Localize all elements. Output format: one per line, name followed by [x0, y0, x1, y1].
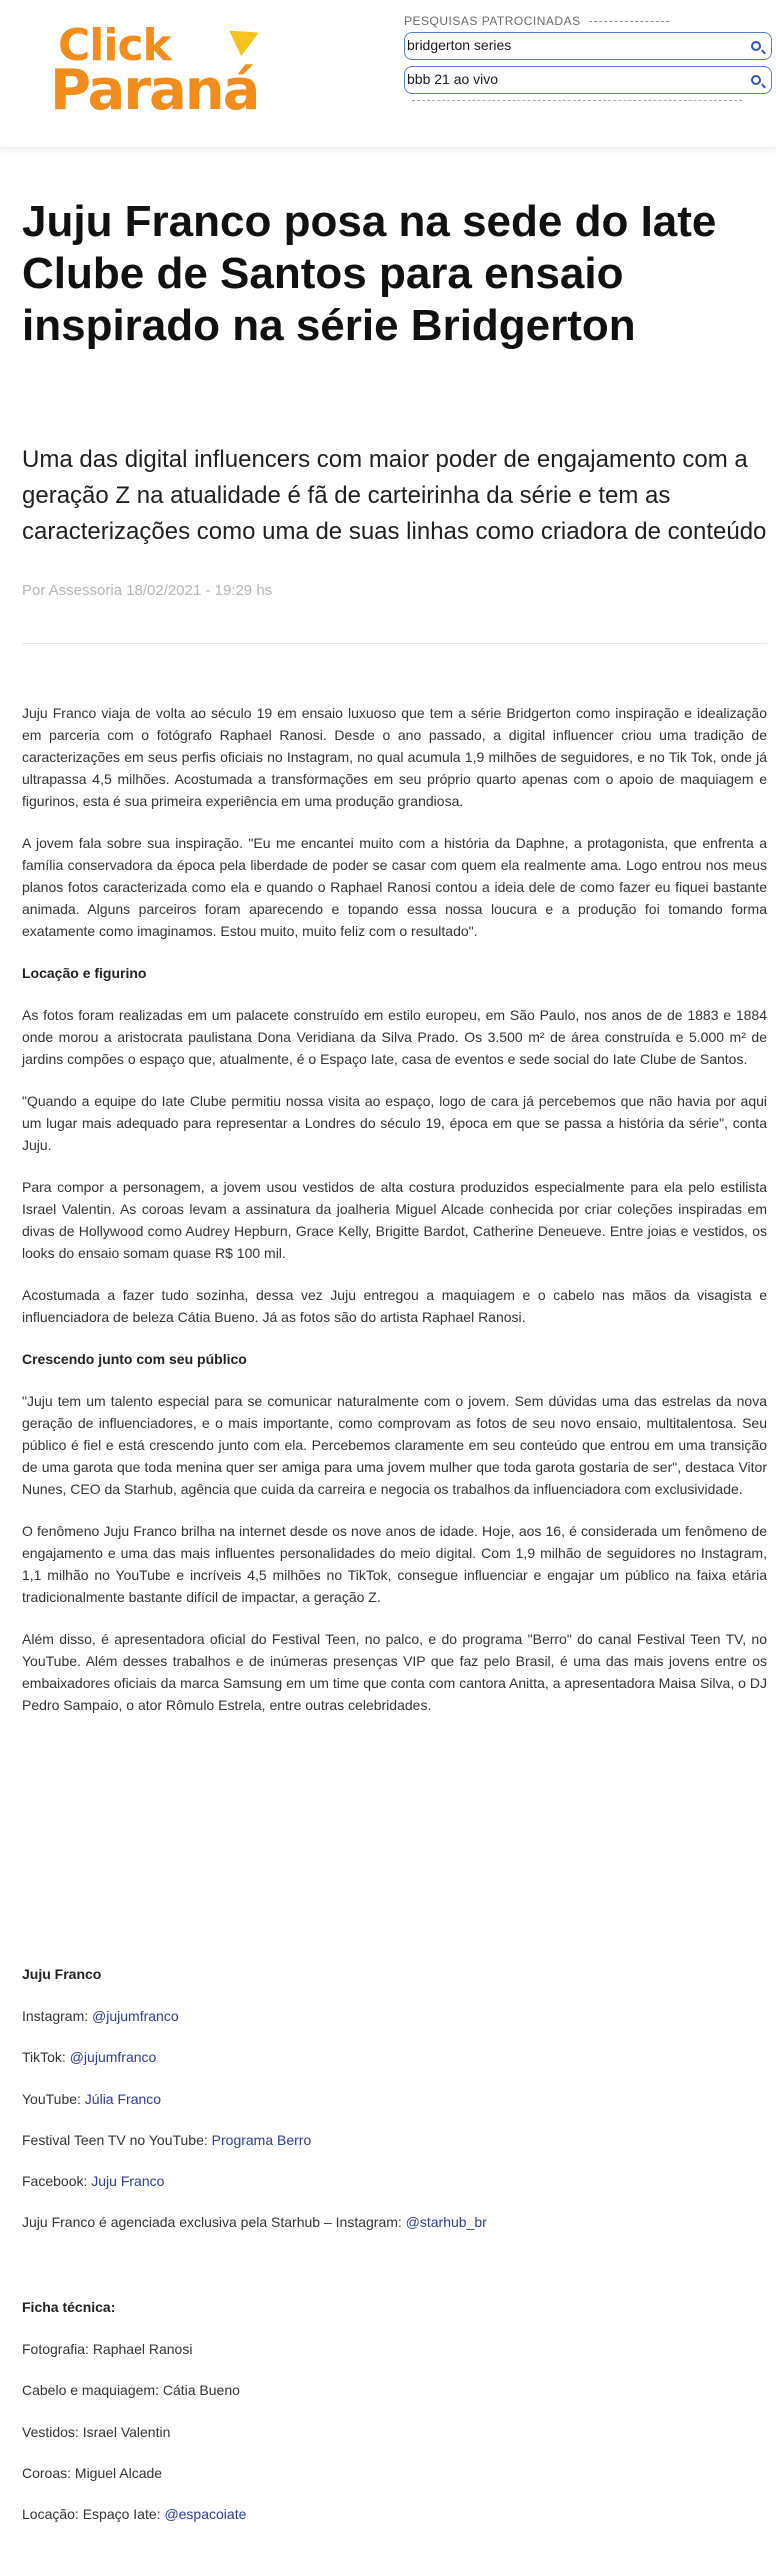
section-heading: Locação e figurino	[22, 965, 147, 981]
sponsored-search-link[interactable]	[404, 66, 772, 94]
profile-line	[22, 2170, 767, 2192]
youtube-link[interactable]: Júlia Franco	[84, 2090, 162, 2107]
paragraph: O fenômeno Juju Franco brilha na internet desde os nove anos de idade. Hoje, aos 16, é considerada um fenômeno de engajamento e uma das mais influentes personalidades do meio digital. Com 1,9 milhão de seguidores no Instagram, 1,1 milhão no YouTube e incríveis 4,5 milhões no TikTok, consegue influenciar e engajar um público na faixa etária tradicionalmente bastante difícil de impactar, a geração Z.	[22, 1523, 767, 1605]
paragraph: Para compor a personagem, a jovem usou vestidos de alta costura produzidos especialmente para ela pelo estilista Israel Valentin. As coroas levam a assinatura da joalheria Miguel Alcade conhecida por criar coleções inspiradas em divas de Hollywood como Audrey Hepburn, Grace Kelly, Brigitte Bardot, Catherine Deneueve. Entre joias e vestidos, os looks do ensaio somam quase R$ 100 mil.	[22, 1179, 767, 1261]
profile-label: TikTok:	[22, 2049, 70, 2066]
instagram-link[interactable]: @jujumfranco	[92, 2008, 179, 2024]
espacoiate-link[interactable]: @espacoiate	[164, 2506, 247, 2523]
credits-section	[22, 2296, 767, 2544]
profile-label: Instagram:	[22, 2008, 93, 2024]
article-meta: Por Assessoria 18/02/2021 - 19:29 hs	[22, 582, 273, 599]
credits-heading: Ficha técnica:	[22, 2299, 116, 2315]
sponsored-label: PESQUISAS PATROCINADAS	[404, 14, 772, 28]
sponsored-search-link[interactable]	[404, 32, 772, 60]
facebook-link[interactable]: Juju Franco	[91, 2173, 165, 2190]
credits-label: Locação: Espaço Iate:	[22, 2506, 165, 2523]
credits-line: Fotografia: Raphael Ranosi	[22, 2341, 193, 2357]
profile-line	[22, 2211, 767, 2233]
sponsored-searches	[404, 14, 772, 101]
paragraph: Juju Franco viaja de volta ao século 19 em ensaio luxuoso que tem a série Bridgerton como inspiração e idealização em parceria com o fotógrafo Raphael Ranosi. Desde o ano passado, a digital influencer criou uma tradição de caracterizações em seus perfis oficiais no Instagram, no qual acumula 1,9 milhões de seguidores, e no Tik Tok, onde já ultrapassa 4,5 milhões. Acostumada a transformações em seu próprio quarto apenas com o apoio de maquiagem e figurinos, esta é sua primeira experiência em uma produção grandiosa.	[22, 705, 767, 809]
logo-click-text: Click	[58, 20, 171, 71]
profile-line	[22, 2088, 767, 2110]
logo-flag-icon	[229, 20, 264, 56]
logo-parana-text: Paraná	[50, 58, 259, 123]
search-icon	[751, 41, 761, 51]
profile-line	[22, 2129, 767, 2151]
paragraph: A jovem fala sobre sua inspiração. "Eu me encantei muito com a história da Daphne, a protagonista, que enfrenta a família conservadora da época pela liberdade de poder se casar com quem ela realmente ama. Logo entrou nos meus planos fotos caracterizada como ela e quando o Raphael Ranosi contou a ideia dele de como fazer eu fiquei bastante animada. Alguns parceiros foram aparecendo e topando essa nossa loucura e a produção foi tomando forma exatamente como imaginamos. Estou muito, muito feliz com o resultado".	[22, 835, 767, 939]
paragraph: "Juju tem um talento especial para se comunicar naturalmente com o jovem. Sem dúvidas uma das estrelas da nova geração de influenciadores, e o mais importante, como comprovam as fotos de seu novo ensaio, multitalentosa. Seu público é fiel e está crescendo junto com ela. Percebemos claramente em seu conteúdo que entrou em uma transição de uma garota que toda menina quer ser amiga para uma jovem mulher que toda garota gostaria de ser", destaca Vitor Nunes, CEO da Starhub, agência que cuida da carreira e negocia os trabalhos da influenciadora com exclusividade.	[22, 1393, 767, 1497]
credits-line: Cabelo e maquiagem: Cátia Bueno	[22, 2382, 240, 2399]
starhub-link[interactable]: @starhub_br	[405, 2214, 487, 2231]
credits-line: Vestidos: Israel Valentin	[22, 2423, 171, 2440]
sponsored-divider	[412, 100, 742, 101]
article-body	[22, 702, 767, 1736]
profile-line	[22, 2005, 767, 2027]
paragraph: Além disso, é apresentadora oficial do Festival Teen, no palco, e do programa "Berro" do canal Festival Teen TV, no YouTube. Além desses trabalhos e de inúmeras presenças VIP que faz pelo Brasil, é uma das mais jovens entre os embaixadores oficiais da marca Samsung em um time que conta com cantora Anitta, a apresentadora Maisa Silva, o DJ Pedro Sampaio, o ator Rômulo Estrela, entre outras celebridades.	[22, 1631, 767, 1713]
site-header	[0, 0, 776, 148]
profile-label: Festival Teen TV no YouTube:	[22, 2131, 212, 2148]
tiktok-link[interactable]: @jujumfranco	[69, 2049, 157, 2066]
profile-label: Juju Franco é agenciada exclusiva pela Starhub – Instagram:	[22, 2214, 406, 2231]
profile-heading: Juju Franco	[22, 1966, 102, 1982]
paragraph: "Quando a equipe do Iate Clube permitiu nossa visita ao espaço, logo de cara já percebemos que não havia por aqui um lugar mais adequado para representar a Londres do século 19, época em que se passa a história da série", conta Juju.	[22, 1093, 767, 1153]
festival-teen-link[interactable]: Programa Berro	[211, 2131, 312, 2148]
sponsored-search-text: bbb 21 ao vivo	[407, 71, 499, 87]
profile-section	[22, 1963, 767, 2253]
article-title: Juju Franco posa na sede do Iate Clube de Santos para ensaio inspirado na série Bridgerton	[22, 197, 717, 350]
profile-label: Facebook:	[22, 2173, 92, 2190]
search-icon	[751, 75, 761, 85]
credits-line: Coroas: Miguel Alcade	[22, 2464, 163, 2481]
profile-label: YouTube:	[22, 2090, 85, 2107]
section-heading: Crescendo junto com seu público	[22, 1351, 247, 1367]
article-subtitle: Uma das digital influencers com maior poder de engajamento com a geração Z na atualidade é fã de carteirinha da série e tem as caracterizações como uma de suas linhas como criadora de conteúdo	[22, 446, 767, 545]
divider	[22, 643, 767, 644]
sponsored-search-text: bridgerton series	[407, 37, 512, 53]
paragraph: Acostumada a fazer tudo sozinha, dessa vez Juju entregou a maquiagem e o cabelo nas mãos da visagista e influenciadora de beleza Cátia Bueno. Já as fotos são do artista Raphael Ranosi.	[22, 1287, 767, 1325]
credits-line	[22, 2503, 767, 2525]
site-logo[interactable]	[44, 16, 294, 123]
profile-line	[22, 2046, 767, 2068]
paragraph: As fotos foram realizadas em um palacete construído em estilo europeu, em São Paulo, nos anos de de 1883 e 1884 onde morou a aristocrata paulistana Dona Veridiana da Silva Prado. Os 3.500 m² de área construída e 5.000 m² de jardins compões o espaço que, atualmente, é o Espaço Iate, casa de eventos e sede social do Iate Clube de Santos.	[22, 1007, 767, 1067]
